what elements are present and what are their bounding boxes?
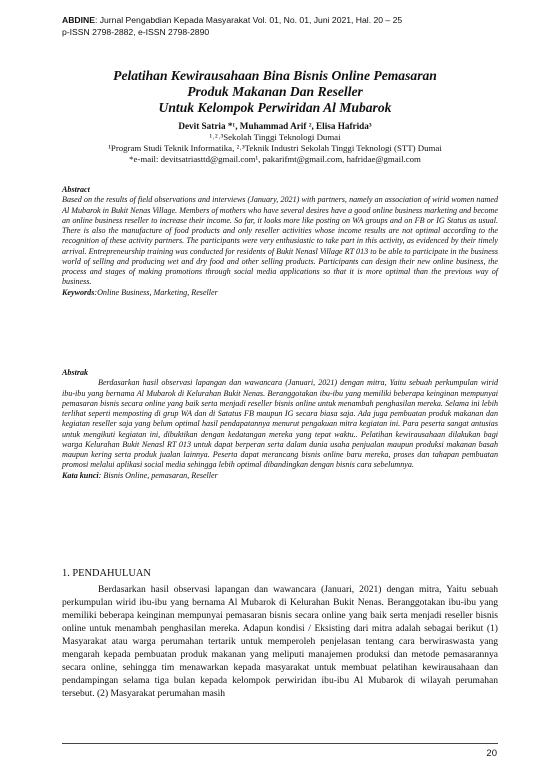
title-line: Untuk Kelompok Perwiridan Al Mubarok — [158, 100, 392, 115]
kata-kunci-label: Kata kunci — [62, 470, 99, 480]
section-heading: 1. PENDAHULUAN — [62, 568, 151, 579]
abstract-indonesian — [62, 368, 498, 481]
journal-issn: p-ISSN 2798-2882, e-ISSN 2798-2890 — [62, 27, 210, 37]
keywords-values: :Online Business, Marketing, Reseller — [94, 287, 218, 297]
journal-header — [62, 14, 402, 38]
kata-kunci-line — [62, 471, 498, 481]
abstrak-text: Berdasarkan hasil observasi lapangan dan wawancara (Januari, 2021) dengan mitra, Yaitu sebuah perkumpulan wirid ibu-ibu yang bernama Al Mubarok di Kelurahan Bukit Nenas. Beranggotakan ibu-ibu yang memiliki beberapa keinginan mempunyai pemasaran bisnis secara online yang baik serta menjadi reseller bisnis online untuk menambah penghasilan mereka. Selama ini lebih terlihat seperti memposting di grup WA dan di Satatus FB maupun IG secara biasa saja. Ada juga pembuatan produk makanan dan kegiatan reseller saja yang belum optimal hasil pendapatannya menurut pengakuan mitra kegiatan ini. Para peserta sangat antusias untuk mengikuti kegiatan ini, dibuktikan dengan kedatangan mereka yang tepat waktu.. Pelatihan kewirausahaan dilakukan bagi warga Kelurahan Bukit Nenasl RT 013 untuk dapat berperan serta dalam dunia usaha penjualan maupun produksi makanan basah maupun kering serta produk jualan lainnya. Peserta dapat merancang bisnis online baru mereka, proses dan tahapan pembuatan promosi melalui aplikasi social media sehingga lebih optimal dibandingkan dengan bisnis cara sebelumnya. — [62, 378, 498, 470]
kata-kunci-values: : Bisnis Online, pemasaran, Reseller — [98, 470, 218, 480]
affiliation-institution: ¹˒²˒³Sekolah Tinggi Teknologi Dumai — [209, 132, 341, 142]
affiliation-programs: ¹Program Studi Teknik Informatika, ²˒³Teknik Industri Sekolah Tinggi Teknologi (STT) Dumai — [108, 143, 442, 153]
abstrak-heading: Abstrak — [62, 368, 89, 377]
section-body — [62, 584, 498, 701]
footer-divider — [62, 743, 498, 744]
keywords-label: Keywords — [62, 287, 95, 297]
paper-title — [40, 68, 510, 116]
abstract-english — [62, 185, 498, 298]
page-number: 20 — [486, 748, 497, 759]
author-names: Devit Satria *¹, Muhammad Arif ², Elisa Hafrida³ — [178, 121, 372, 131]
author-block — [30, 121, 520, 165]
author-emails: *e-mail: devitsatriasttd@gmail.com¹, pakarifmt@gmail.com, hafridae@gmail.com — [129, 154, 421, 164]
journal-citation — [62, 14, 402, 26]
body-paragraph: Berdasarkan hasil observasi lapangan dan wawancara (Januari, 2021) dengan mitra, Yaitu sebuah perkumpulan wirid ibu-ibu yang bernama Al Mubarok di Kelurahan Bukit Nenas. Beranggotakan ibu-ibu yang memiliki beberapa keinginan mempunyai pemasaran bisnis secara online yang baik serta menjadi reseller bisnis online untuk menambah penghasilan mereka. Adapun kondisi / Eksisting dari mitra adalah sebagai berikut (1) Masyarakat atau warga perumahan tertarik untuk memperoleh penjelasan tentang cara berwiraswasta yang mengarah kepada pembuatan produk makanan yang meliputi manajemen produksi dan metode pemasarannya secara online, sehingga tim menawarkan kepada masyarakat untuk membuat pelatihan kewirausahaan dan pendampingan selama tiga bulan kepada kelompok perwiridan ibu-ibu Al Mubarok di wilayah perumahan tersebut. (2) Masyarakat perumahan masih — [62, 584, 498, 699]
abstract-heading: Abstract — [62, 185, 90, 194]
title-line: Pelatihan Kewirausahaan Bina Bisnis Online Pemasaran — [113, 68, 437, 83]
keywords-line — [62, 288, 498, 298]
journal-details: : Jurnal Pengabdian Kepada Masyarakat Vol. 01, No. 01, Juni 2021, Hal. 20 – 25 — [94, 15, 403, 25]
journal-abbr: ABDINE — [62, 15, 95, 25]
title-line: Produk Makanan Dan Reseller — [187, 84, 363, 99]
abstract-text: Based on the results of field observations and interviews (January, 2021) with partners, namely an association of wirid women named Al Mubarok in Bukit Nenas Village. Members of mothers who have several desires have a good online business marketing and become an online business reseller to increase their income. So far, it looks more like posting on WA groups and on FB or IG Status as usual. There is also the manufacture of food products and only reseller activities whose income results are not optimal according to the recognition of these activity partners. The participants were very enthusiastic to take part in this activity, as evidenced by their timely arrival. Entrepreneurship training was conducted for residents of Bukit Nenasl Village RT 013 to be able to participate in the business world of selling and producing wet and dry food and other selling products. Participants can design their new online business, the process and stages of making promotions through social media applications so that it is more optimal than the previous way of business. — [62, 195, 498, 287]
